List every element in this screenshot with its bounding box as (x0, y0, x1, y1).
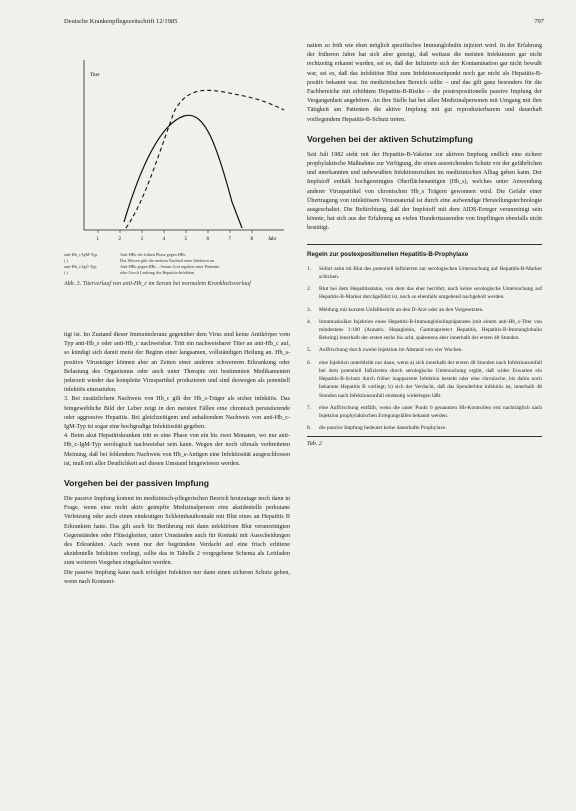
legend-text: Anti-HBc der frühen Phase gegen HBc (120, 252, 186, 257)
left-column (64, 331, 290, 587)
x-tick-label: 4 (162, 237, 165, 242)
paragraph: Die passive Impfung kommt im medizinisch-pflegerischen Bereich heutzutage noch dann in Frage, wenn eine nicht aktiv geimpfte Medizinalperson eine akzidentelle perkutane Verletzung oder auch einen eindeutigen Schleimhautkontakt mit Blut eines an Hepatitis B Erkrankten hatte. Das gilt auch für Berührung mit dann infektiösen Blut verunreinigten Gegenständen oder Flüssigkeiten, unter Umständen auch für Kontakt mit Ausscheidungen des Erkrankten. Auch wenn nur der begründete Verdacht auf eine frisch erlittene akzidentelle Infektion vorliegt, sollte das in Tabelle 2 vorgegebene Schema als Leitfaden zum weiteren Vorgehen eingehalten werden. (64, 496, 290, 567)
rule-item (307, 424, 542, 432)
legend-text: oder Gesch Lenkung der Hepatitis-Infektion (120, 270, 195, 275)
page-number: 797 (534, 18, 544, 25)
legend-key: anti-Hb_c-IgM-Typ (64, 252, 98, 257)
legend-text: Das Wiesen gibt die meisten Nachteil einer Infektion an (120, 258, 214, 263)
x-tick-label: 5 (184, 237, 187, 242)
rule-text: eine Injektion unterbleibt nur dann, wenn a) sich innerhalb der ersten 48 Stunden nach Infektionsunfall bei dem potentiell Infizierten durch serologische Untersuchung ergibt, daß wider Erwarten ein Hepatitis-B-Schutz durch früher inapparente Infektion besteht oder eine chronische, bis dahin noch bekannte Hepatitis B vorliegt; b) sich der Verdacht, daß das Spenderblut infektiös ist, innerhalb 48 Stunden nach Infektionsunfall eindeutig widerlegen läßt. (319, 359, 542, 399)
rules-table (307, 244, 542, 449)
legend-row (64, 270, 290, 276)
figure (64, 52, 290, 322)
rule-number: 1. (307, 265, 312, 272)
rule-number: 2. (307, 286, 312, 293)
legend-key: ( ) (64, 270, 68, 275)
paragraph: Seit Juli 1982 steht mit der Hepatitis-B-Vakzine zur aktiven Impfung endlich eine sichere prophylaktische Maßnahme zur Verfügung, die einen ausreichenden Schutz vor der gefährlichen und unerkannten und unbewußten Infektionsrisiken im medizinischen Alltag geben kann. Der Impfstoff enthält hochgereinigtes Oberflächenantigen (Hb_s), welches unter Anwendung anderer Viruspartikel von chronischen Hb_s Trägern gewonnen wird. Die Gefahr einer Übertragung von infektiösem Virusmaterial ist durch eine aufwendige Herstellungstechnologie ausgeschaltet. Die Befürchtung, daß der Impfstoff mit dem AIDS-Erreger verunreinigt sein könnte, hat sich aus der Erfahrung an vielen Hunderttausenden von Impflingen ebenfalls nicht bestätigt. (307, 151, 542, 232)
titer-chart (64, 52, 290, 252)
legend-key: ( ) (64, 258, 68, 263)
paragraph: 3. Bei zusätzlichem Nachweis von Hb_c gilt der Hb_s-Träger als sicher infektiös. Das feingewebliche Bild der Leber zeigt in den meisten Fällen eine chronisch persistierende oder aggressive Hepatitis. Bei gleichzeitigem und anhaltendem Nachweis von anti-Hb_c-IgM-Typ ist sogar eine hochgradige Infektiosität gegeben. (64, 396, 290, 431)
rules-title: Regeln zur postexpositionellen Hepatitis-B-Prophylaxe (307, 250, 469, 258)
rule-item (307, 318, 542, 343)
section-heading: Vorgehen bei der aktiven Schutzimpfung (307, 133, 474, 144)
rule-number: 3. (307, 306, 312, 313)
x-tick-label: 7 (228, 237, 231, 242)
y-axis-label: Titer (90, 73, 100, 78)
rule-number: 7. (307, 404, 312, 411)
rule-text: die passive Impfung bedeutet keine dauerhafte Prophylaxe. (319, 425, 447, 432)
right-column (307, 42, 542, 449)
x-tick-label: 2 (118, 237, 121, 242)
rule-text: Intramuskuläre Injektion eines Hepatitis-B-Immunglobulinpräparates (mit einem anti-Hb_s-Titer von mindestens 1:100 (Aunativ, Hepaglobin, Gammaprotect Hepatitis, Hepatitis-B-Immunglobulin Behring) innerhalb der ersten sechs bis acht, spätestens aber innerhalb der ersten 48 Stunden. (319, 318, 542, 342)
rule-number: 5. (307, 347, 312, 354)
legend-key: anti-Hb_c-IgG-Typ (64, 264, 97, 269)
journal-title: Deutsche Krankenpflegezeitschrift 12/1985 (64, 18, 178, 25)
x-tick-label: 6 (206, 237, 209, 242)
figure-legend (64, 252, 290, 276)
x-ticks (97, 230, 277, 242)
rule-item (307, 404, 542, 420)
rule-text: Blut bei dem Hepatitisstatus, von dem das eher herrührt, noch keine serologische Untersuchung auf Hepatitis-B-Marker durchgeführt ist, noch so ebenfalls umgehend nachgeholt werden. (319, 286, 542, 301)
rule-item (307, 265, 542, 281)
legend-text: Anti-HBc gegen HBc – Serum Gott ergeben einer Patientin (120, 264, 220, 269)
rule-text: Auffrischung durch zweite Injektion im Abstand von vier Wochen. (319, 347, 463, 354)
rule-number: 6. (307, 359, 312, 366)
paragraph: 4. Beim akut Hepatitiskranken tritt es eine Phase von ein bis zwei Monaten, wo nur anti-Hb_c-IgM-Typ serologisch nachweisbar sein kann. Wegen der noch oftmals verbreiteten Meinung, daß bei fehlendem Nachweis von Hb_s-Antigen eine Infektiosität ausgeschlossen ist, muß mit aller Deutlichkeit auf diesen Umstand hingewiesen werden. (64, 433, 290, 467)
page-header (64, 18, 544, 30)
rule-number: 4. (307, 318, 312, 325)
paragraph: Die passive Impfung kann nach erfolgter Infektion nur dann einen sicheren Schutz geben, wenn nach Kontami- (64, 569, 290, 585)
rule-number: 8. (307, 425, 312, 432)
rule-text: eine Auffrischung entfällt, wenn die unter Punkt 6 genannten Hb-Kontrollen erst nachträglich nach Injektion prophylaktischen Erregungsläfen bekannt werden. (319, 404, 542, 419)
table-label: Tab. 2 (307, 436, 542, 448)
paragraph: tigt ist. Im Zustand dieser Immuntoleranz gegenüber dem Virus sind keine Antikörper vom Typ anti-Hb_s oder anti-Hb_c nachweisbar. Tritt ein nachweisbarer Titer an anti-Hb_c auf, so kündigt sich damit meist der Beginn einer langsamen, vollständigen Heilung an. Hb_s-positive Virusträger können aber an Zeiten einer anderen schwereren Erkrankung oder Belastung des Organismus oder auch unter Therapie mit bestimmten Medikamenten jederzeit wieder das komplette Viruspartikel produzieren und sind deswegen als potentiell infektiös einzustufen. (64, 332, 290, 394)
figure-caption: Abb. 3. Titerverlauf von anti-Hb_c im Serum bei normalem Krankheitsverlauf (64, 281, 251, 287)
x-tick-label: 3 (140, 237, 143, 242)
paragraph: nation so früh wie eben möglich spezifisches Immunglobulin injiziert wird. In der Erfahrung der früheren Jahre hat sich aber gezeigt, daß weitaus die meisten Infektionen gar nicht rechtzeitig erkannt wurden, sei es, daß der Infizierte sich der Kontamination gar nicht bewußt war, sei es, daß das infektiöse Blut zum Infektionszeitpunkt noch gar nicht als Hepatitis-B-positiv bekannt war. Im medizinischen Bereich sollte – und das gilt ganz besonders für die Fachbereiche mit erhöhtem Hepatitis-B-Risiko – die postexpositionelle passive Impfung der Vergangenheit angehören. An ihre Stelle hat bei allen Medizinalpersonen mit Umgang mit ihre Tätigkeit am Patienten die aktive Impfung mit gut reproduzierbarem und dauerhaft vorliegendem Hepatitis-B-Schutz treten. (307, 43, 542, 123)
rule-text: Sofort zehn ml Blut des potentiell Infizierten zur serologischen Untersuchung auf Hepatitis-B-Marker schicken. (319, 265, 542, 281)
x-tick-label: 1 (96, 237, 99, 242)
rule-item (307, 359, 542, 400)
section-heading: Vorgehen bei der passiven Impfung (64, 478, 210, 489)
rule-text: Meldung mit kurzem Unfallbericht an den D-Arzt oder an den Vorgesetzten. (319, 306, 484, 313)
igm-curve (124, 115, 242, 228)
rule-item (307, 285, 542, 301)
x-tick-label: 8 (250, 237, 253, 242)
x-axis-unit: Jahr (268, 237, 277, 242)
igg-curve (126, 90, 284, 228)
rule-item (307, 346, 542, 354)
rule-item (307, 306, 542, 314)
